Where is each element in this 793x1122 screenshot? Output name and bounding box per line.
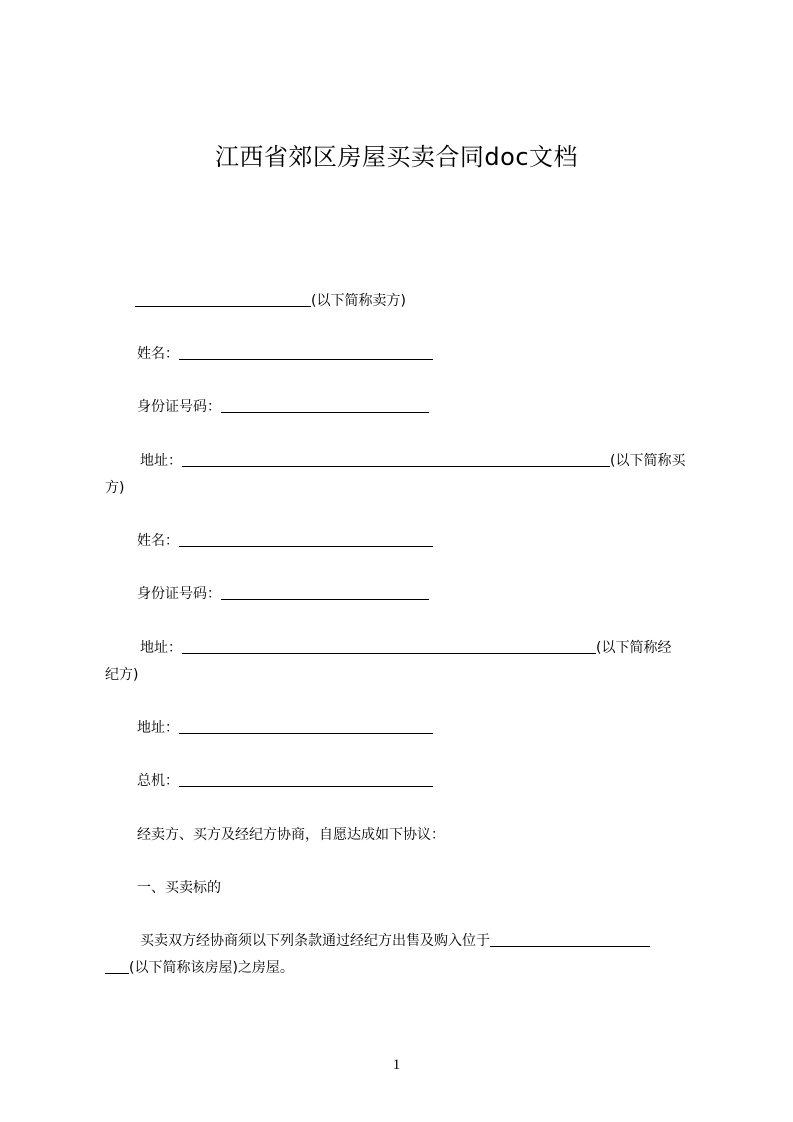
section-1-paragraph [140, 931, 650, 951]
seller-party-line [135, 291, 406, 311]
buyer-address-line [140, 638, 671, 658]
agent-abbrev-text: (以下简称经 [596, 640, 672, 656]
page-number: 1 [392, 1057, 401, 1073]
seller-party-blank[interactable] [135, 292, 311, 307]
seller-id-label: 身份证号码： [137, 399, 221, 415]
seller-name-line [137, 344, 433, 364]
seller-name-label: 姓名： [137, 346, 179, 362]
section-1-text: 买卖双方经协商须以下列条款通过经纪方出售及购入位于 [140, 933, 490, 949]
buyer-id-label: 身份证号码： [137, 586, 221, 602]
section-1-tail: (以下简称该房屋)之房屋。 [129, 960, 294, 976]
buyer-address-label: 地址： [140, 640, 182, 656]
seller-abbrev-text: (以下简称卖方) [311, 293, 406, 309]
buyer-address-blank[interactable] [182, 639, 596, 654]
seller-id-line [137, 397, 429, 417]
seller-id-blank[interactable] [221, 398, 429, 413]
agreement-intro: 经卖方、买方及经纪方协商，自愿达成如下协议： [137, 827, 445, 843]
buyer-name-label: 姓名： [137, 533, 179, 549]
seller-name-blank[interactable] [179, 345, 433, 360]
buyer-abbrev-text: (以下简称买 [610, 453, 686, 469]
seller-address-line [140, 451, 685, 471]
buyer-name-line [137, 531, 433, 551]
agent-phone-blank[interactable] [179, 772, 433, 787]
document-title: 江西省郊区房屋买卖合同doc文档 [214, 143, 579, 171]
section-1-wrap [105, 958, 294, 978]
section-1-heading: 一、买卖标的 [137, 880, 221, 896]
agent-address-blank[interactable] [179, 719, 433, 734]
property-location-blank-cont[interactable] [105, 959, 129, 974]
agent-address-label: 地址： [137, 720, 179, 736]
buyer-id-line [137, 584, 429, 604]
buyer-abbrev-wrap: 方) [105, 480, 125, 496]
agent-phone-line [137, 771, 433, 791]
agent-abbrev-wrap: 纪方) [105, 667, 139, 683]
property-location-blank[interactable] [490, 932, 650, 947]
buyer-id-blank[interactable] [221, 585, 429, 600]
seller-address-label: 地址： [140, 453, 182, 469]
buyer-name-blank[interactable] [179, 532, 433, 547]
agent-phone-label: 总机： [137, 773, 179, 789]
seller-address-blank[interactable] [182, 452, 610, 467]
agent-address-line [137, 718, 433, 738]
